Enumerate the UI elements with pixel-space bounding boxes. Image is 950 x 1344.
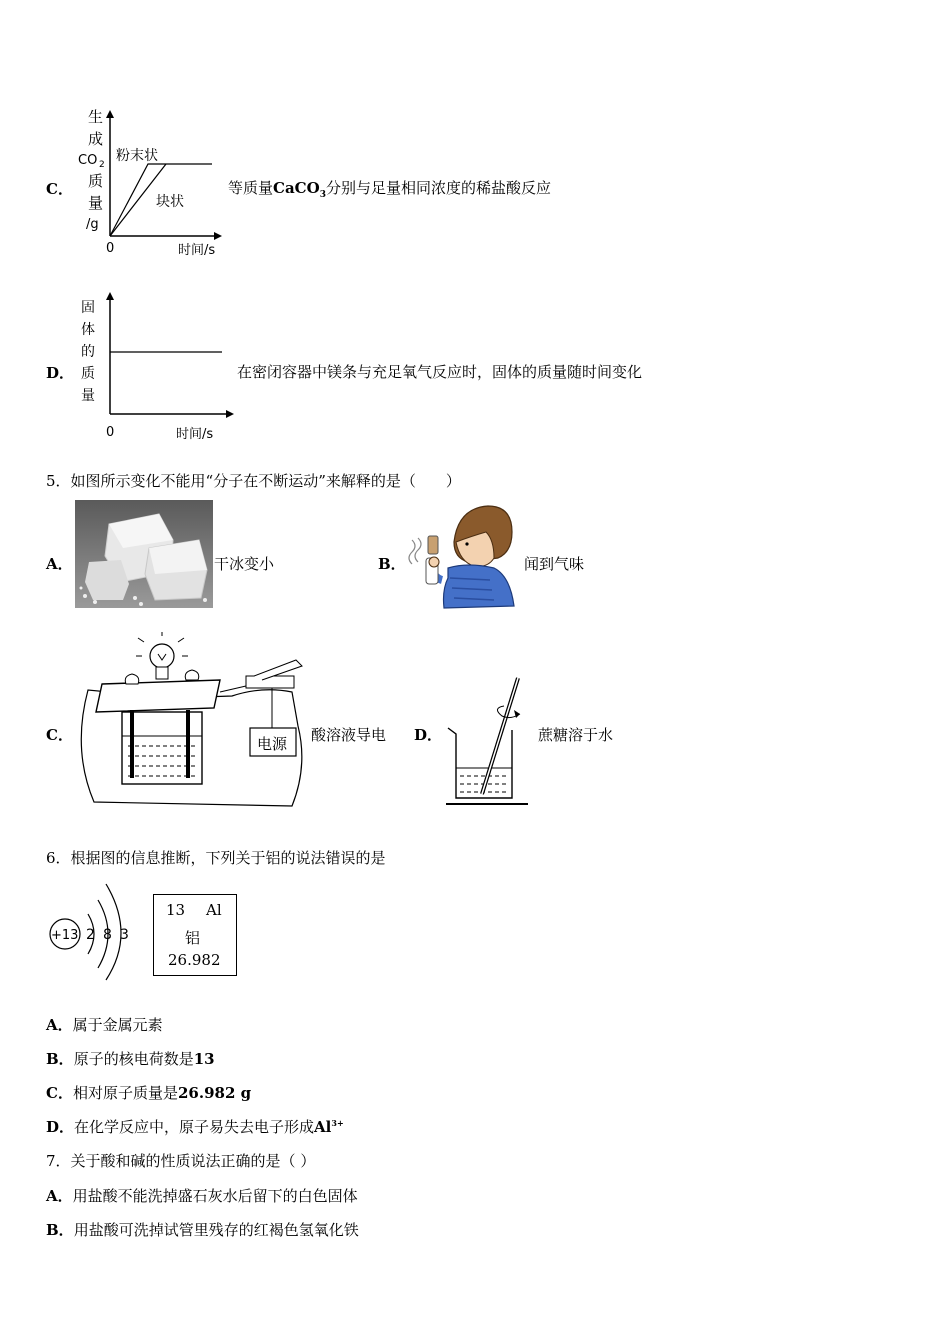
q4-d-ylabel-2: 体 [81,322,95,338]
q7-option-b-label: B． [46,1221,74,1239]
q4-d-ylabel-4: 质 [81,366,95,382]
q7-option-a-label: A． [46,1187,73,1205]
q4-d-origin: 0 [106,425,115,440]
q6-option-c-value: 26.982 g [177,1084,252,1102]
q4-option-c-text [228,177,551,200]
conductivity-apparatus-image [74,632,310,808]
q7-option-b [46,1219,359,1240]
q4-c-ylabel-1: 生 [88,108,104,126]
q5-option-b-label: B． [378,555,406,573]
q4-c-ylabel-4: 量 [88,194,104,212]
smell-boy-image [404,502,516,610]
q6-option-d-label: D． [46,1118,75,1136]
q4-option-d-label: D． [46,364,75,382]
q5-option-c-label: C． [46,726,73,744]
power-source-label: 电源 [257,735,288,753]
q6-option-b-label: B． [46,1050,74,1068]
q4-c-ylabel-3: 质 [88,172,104,190]
q6-option-d [46,1116,344,1137]
q4-c-ylabel-co-sub: 2 [99,160,105,170]
q4-option-d-text: 在密闭容器中镁条与充足氧气反应时，固体的质量随时间变化 [237,363,643,381]
aluminum-atom-structure [44,876,136,984]
q4-c-origin: 0 [106,241,115,256]
q4-c-formula: CaCO [273,179,320,197]
q4-c-xlabel: 时间/s [178,243,216,258]
q4-d-ylabel-3: 的 [81,344,95,360]
q4-option-c-label: C． [46,180,73,198]
q4-d-ylabel-1: 固 [81,300,95,316]
q5-option-d-label: D． [414,726,443,744]
element-name: 铝 [185,929,201,947]
q6-option-d-value: Al [314,1118,332,1136]
q6-option-b-text: 原子的核电荷数是 [73,1050,194,1068]
q6-option-b-value: 13 [193,1050,215,1068]
q6-option-c-text: 相对原子质量是 [72,1084,178,1102]
q4-c-graph [70,100,230,265]
q7-option-b-text: 用盐酸可洗掉试管里残存的红褐色氢氧化铁 [73,1221,359,1239]
q4-c-ylabel-2: 成 [88,130,104,148]
q5-option-a-label: A． [46,555,73,573]
q5-option-d-caption: 蔗糖溶于水 [538,726,614,744]
periodic-table-cell [153,894,237,976]
atom-nucleus: +13 [51,928,79,943]
q4-c-text-pre: 等质量 [228,179,274,197]
q7-option-a [46,1185,358,1206]
q4-d-graph [72,288,242,446]
q4-c-curve2-label: 块状 [156,194,184,210]
q6-option-b [46,1048,215,1069]
q5-stem: 5．如图所示变化不能用“分子在不断运动”来解释的是（ ） [46,472,461,490]
q5-option-c-caption: 酸溶液导电 [311,726,387,744]
q4-c-curve1-label: 粉末状 [116,148,158,164]
q4-c-formula-sub: 3 [319,190,326,200]
atom-shell-1: 2 [86,927,95,943]
element-symbol: Al [206,901,222,919]
element-mass: 26.982 [168,951,221,969]
q6-option-d-text: 在化学反应中，原子易失去电子形成 [74,1118,315,1136]
q6-option-c-label: C． [46,1084,73,1102]
q4-d-xlabel: 时间/s [176,427,214,442]
q4-c-ylabel-unit: /g [86,217,99,232]
q5-option-a-caption: 干冰变小 [214,555,275,573]
q6-option-a-label: A． [46,1016,73,1034]
q6-option-a-text: 属于金属元素 [72,1016,163,1034]
sugar-dissolving-image [440,672,536,810]
q5-option-b-caption: 闻到气味 [524,555,585,573]
dry-ice-image [75,500,213,608]
q4-d-ylabel-5: 量 [81,388,95,404]
q7-option-a-text: 用盐酸不能洗掉盛石灰水后留下的白色固体 [72,1187,358,1205]
element-number: 13 [166,901,186,919]
q4-c-text-post: 分别与足量相同浓度的稀盐酸反应 [325,179,551,197]
q4-c-ylabel-co: CO [78,153,98,168]
q7-stem: 7．关于酸和碱的性质说法正确的是（ ） [46,1152,316,1170]
atom-shell-2: 8 [103,927,112,943]
q6-stem: 6．根据图的信息推断，下列关于铝的说法错误的是 [46,849,386,867]
q6-option-d-sup: 3+ [331,1118,344,1128]
q6-option-a [46,1014,163,1035]
q6-option-c [46,1082,251,1103]
atom-shell-3: 3 [120,927,129,943]
